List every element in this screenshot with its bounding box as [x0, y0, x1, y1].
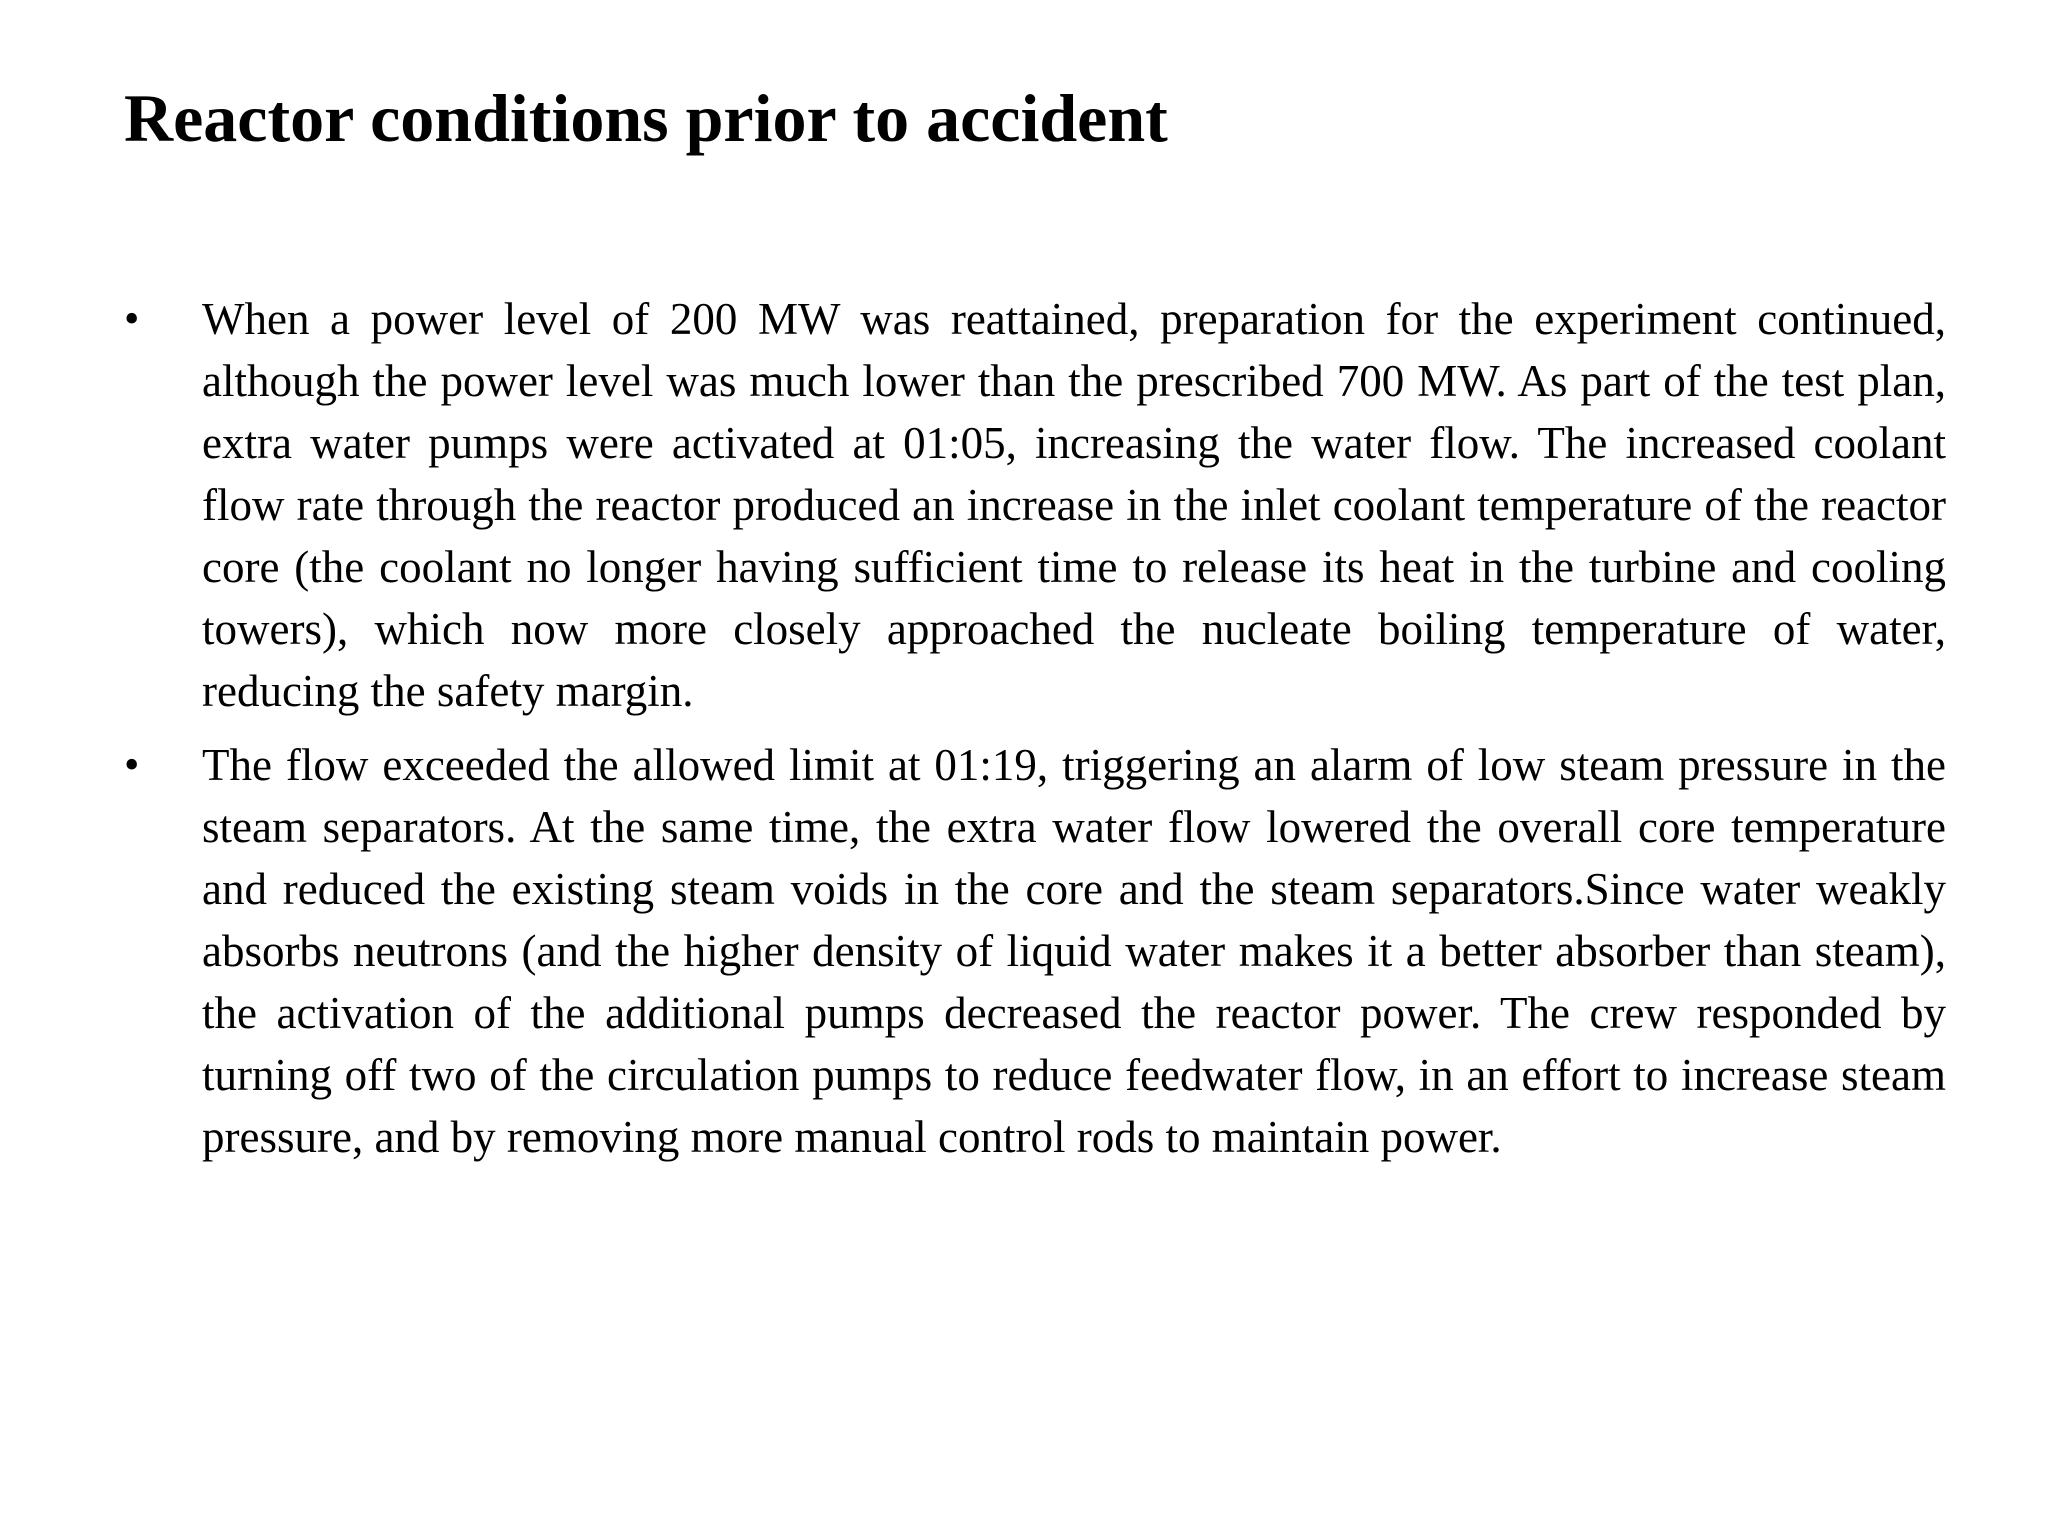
bullet-point-icon: •	[124, 740, 140, 789]
slide-title: Reactor conditions prior to accident	[124, 80, 1168, 156]
bullet-text: The flow exceeded the allowed limit at 01:19, triggering an alarm of low steam pressure in the steam separators. At the same time, the extra water flow lowered the overall core temperature and reduced the existing steam voids in the core and the steam separators.Since water weakly absorbs neutrons (and the higher density of liquid water makes it a better absorber than steam), the activation of the additional pumps decreased the reactor power. The crew responded by turning off two of the circulation pumps to reduce feedwater flow, in an effort to increase steam pressure, and by removing more manual control rods to maintain power.	[202, 740, 1946, 1162]
bullet-list	[124, 288, 1946, 1180]
bullet-text: When a power level of 200 MW was reattained, preparation for the experiment continued, although the power level was much lower than the prescribed 700 MW. As part of the test plan, extra water pumps were activated at 01:05, increasing the water flow. The increased coolant flow rate through the reactor produced an increase in the inlet coolant temperature of the reactor core (the coolant no longer having sufficient time to release its heat in the turbine and cooling towers), which now more closely approached the nucleate boiling temperature of water, reducing the safety margin.	[202, 294, 1946, 716]
bullet-item-flow-limit	[124, 734, 1946, 1168]
bullet-item-flow-increase	[124, 288, 1946, 722]
bullet-point-icon: •	[124, 294, 140, 343]
